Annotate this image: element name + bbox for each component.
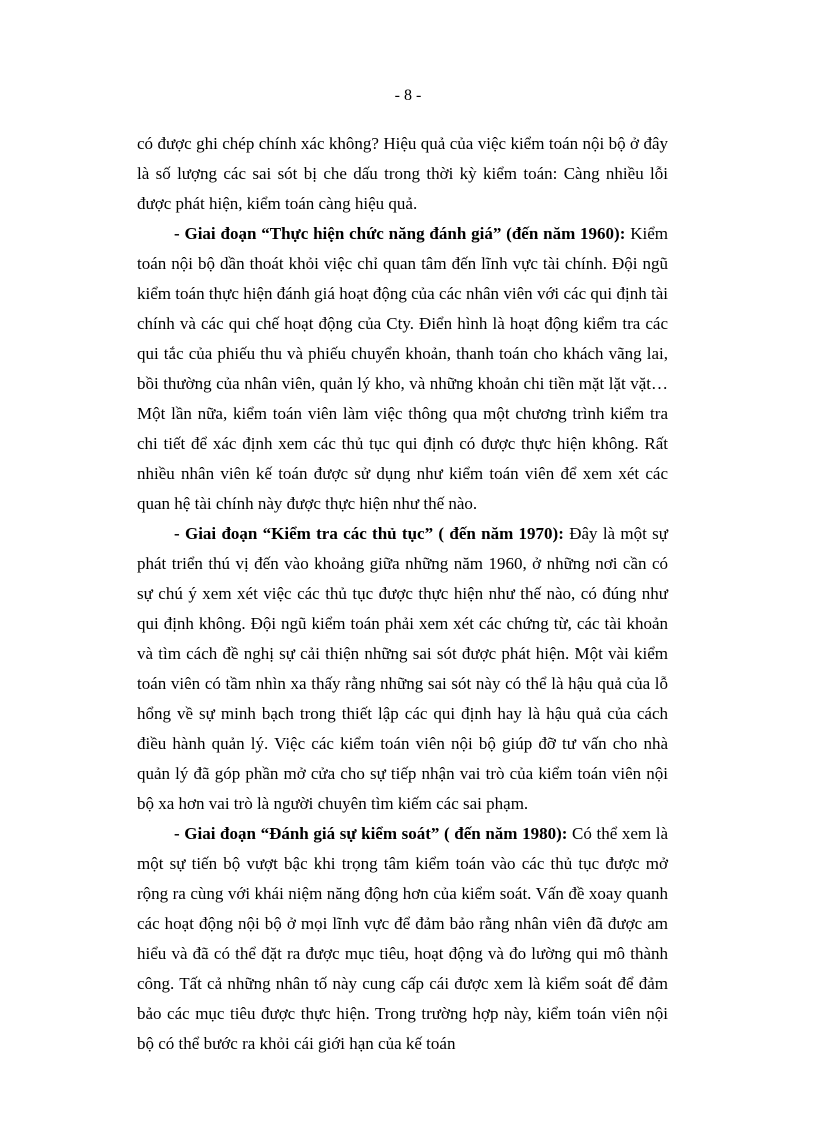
paragraph-continuation — [137, 129, 668, 219]
paragraph-procedure-stage — [137, 519, 668, 819]
page-number: - 8 - — [394, 87, 422, 104]
paragraph-text: Kiểm toán nội bộ dần thoát khỏi việc chỉ quan tâm đến lĩnh vực tài chính. Đội ngũ kiểm toán thực hiện đánh giá hoạt động của các nhân viên với các qui định tài chính và các qui chế hoạt động của Cty. Điển hình là hoạt động kiểm tra các qui tắc của phiếu thu và phiếu chuyển khoản, thanh toán cho khách vãng lai, bồi thường của nhân viên, quản lý kho, và những khoản chi tiền mặt lặt vặt… Một lần nữa, kiểm toán viên làm việc thông qua một chương trình kiểm tra chi tiết để xác định xem các thủ tục qui định có được thực hiện không. Rất nhiều nhân viên kế toán được sử dụng như kiểm toán viên để xem xét các quan hệ tài chính này được thực hiện như thế nào. — [137, 224, 668, 513]
paragraph-evaluation-stage — [137, 219, 668, 519]
paragraph-text: có được ghi chép chính xác không? Hiệu quả của việc kiểm toán nội bộ ở đây là số lượng các sai sót bị che dấu trong thời kỳ kiểm toán: Càng nhiều lỗi được phát hiện, kiểm toán càng hiệu quả. — [137, 134, 668, 213]
section-heading: - Giai đoạn “Kiểm tra các thủ tục” ( đến năm 1970): — [174, 524, 564, 543]
section-heading: - Giai đoạn “Thực hiện chức năng đánh giá” (đến năm 1960): — [174, 224, 626, 243]
paragraph-text: Có thể xem là một sự tiến bộ vượt bậc khi trọng tâm kiểm toán vào các thủ tục được mở rộng ra cùng với khái niệm năng động hơn của kiểm soát. Vấn đề xoay quanh các hoạt động nội bộ ở mọi lĩnh vực để đảm bảo rằng nhân viên đã được am hiểu và đã có thể đặt ra được mục tiêu, hoạt động và đo lường qui mô thành công. Tất cả những nhân tố này cung cấp cái được xem là kiểm soát để đảm bảo các mục tiêu được thực hiện. Trong trường hợp này, kiểm toán viên nội bộ có thể bước ra khỏi cái giới hạn của kế toán — [137, 824, 668, 1053]
section-heading: - Giai đoạn “Đánh giá sự kiểm soát” ( đến năm 1980): — [174, 824, 568, 843]
paragraph-text: Đây là một sự phát triển thú vị đến vào khoảng giữa những năm 1960, ở những nơi cần có sự chú ý xem xét việc các thủ tục được thực hiện như thế nào, có đúng như qui định không. Đội ngũ kiểm toán phải xem xét các chứng từ, các tài khoản và tìm cách đề nghị sự cải thiện những sai sót được phát hiện. Một vài kiểm toán viên có tầm nhìn xa thấy rằng những sai sót này có thể là hậu quả của lỗ hổng về sự minh bạch trong thiết lập các qui định hay là hậu quả của cách điều hành quản lý. Việc các kiểm toán viên nội bộ giúp đỡ tư vấn cho nhà quản lý đã góp phần mở cửa cho sự tiếp nhận vai trò của kiểm toán viên nội bộ xa hơn vai trò là người chuyên tìm kiếm các sai phạm. — [137, 524, 668, 813]
paragraph-control-stage — [137, 819, 668, 1059]
document-body — [137, 129, 668, 1059]
